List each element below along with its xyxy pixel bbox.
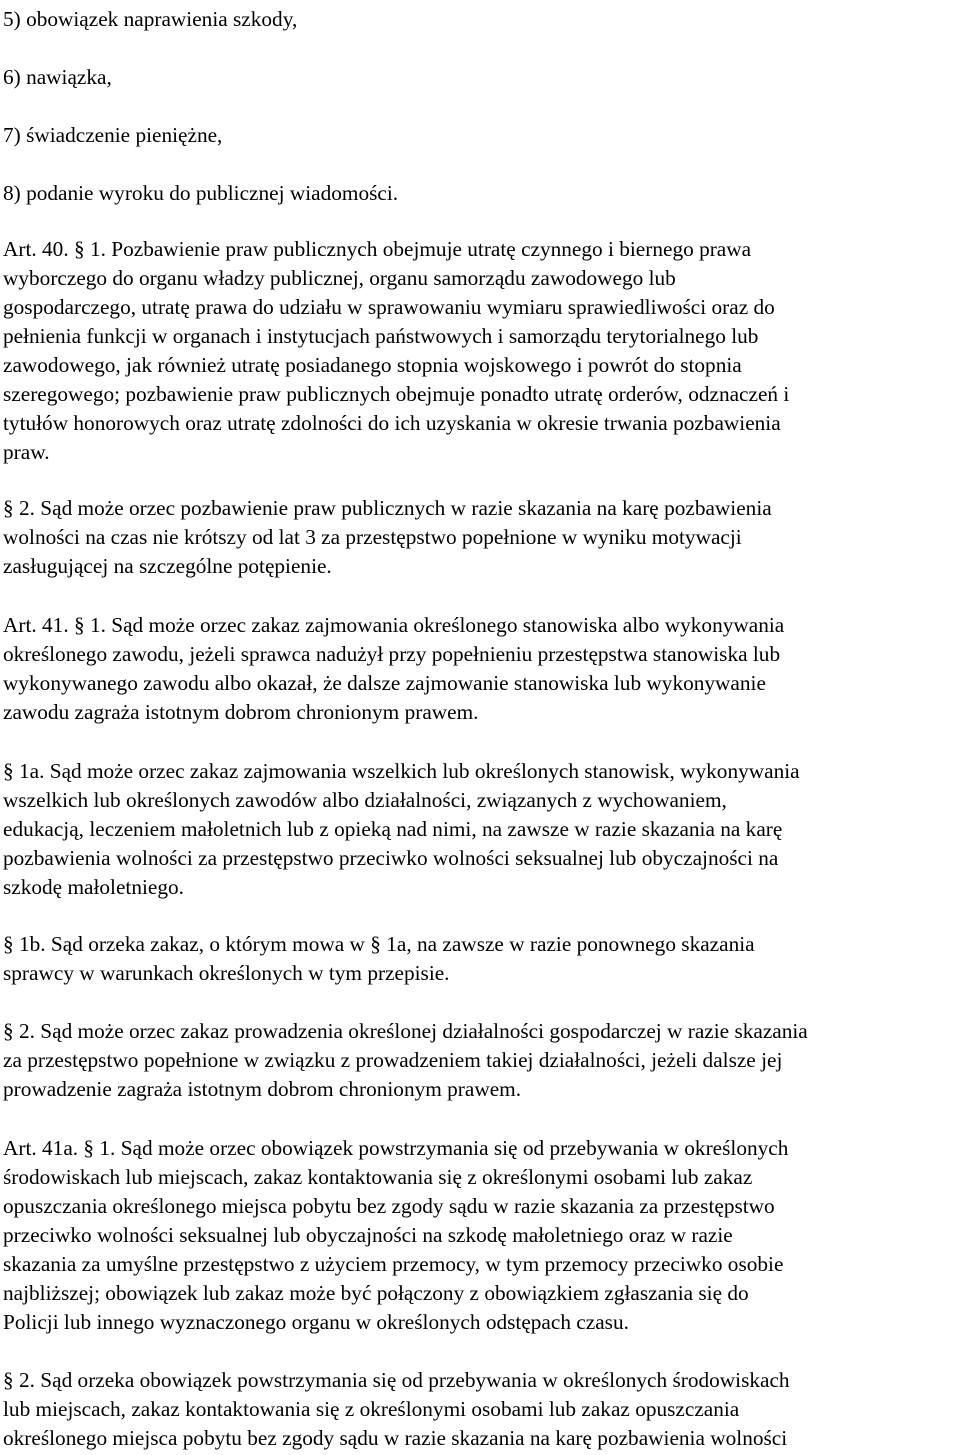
- list-item: 5) obowiązek naprawienia szkody,: [3, 7, 298, 31]
- list-item: 8) podanie wyroku do publicznej wiadomości.: [3, 181, 399, 205]
- article-41-section-1a: § 1a. Sąd może orzec zakaz zajmowania wszelkich lub określonych stanowisk, wykonywania wszelkich lub określonych zawodów albo działalności, związanych z wychowaniem, edukacją, leczeniem małoletnich lub z opieką nad nimi, na zawsze w razie skazania na karę pozbawienia wolności za przestępstwo przeciwko wolności seksualnej lub obyczajności na szkodę małoletniego.: [3, 759, 800, 899]
- article-41a-section-2: § 2. Sąd orzeka obowiązek powstrzymania się od przebywania w określonych środowiskach lub miejscach, zakaz kontaktowania się z określonymi osobami lub zakaz opuszczania określonego miejsca pobytu bez zgody sądu w razie skazania na karę pozbawienia wolności: [3, 1368, 790, 1450]
- article-40-section-1: Art. 40. § 1. Pozbawienie praw publicznych obejmuje utratę czynnego i biernego prawa wyborczego do organu władzy publicznej, organu samorządu zawodowego lub gospodarczego, utratę prawa do udziału w sprawowaniu wymiaru sprawiedliwości oraz do pełnienia funkcji w organach i instytucjach państwowych i samorządu terytorialnego lub zawodowego, jak również utratę posiadanego stopnia wojskowego i powrót do stopnia szeregowego; pozbawienie praw publicznych obejmuje ponadto utratę orderów, odznaczeń i tytułów honorowych oraz utratę zdolności do ich uzyskania w okresie trwania pozbawienia praw.: [3, 237, 790, 464]
- list-item: 6) nawiązka,: [3, 65, 112, 89]
- article-41-section-1: Art. 41. § 1. Sąd może orzec zakaz zajmowania określonego stanowiska albo wykonywania określonego zawodu, jeżeli sprawca nadużył przy popełnieniu przestępstwa stanowiska lub wykonywanego zawodu albo okazał, że dalsze zajmowanie stanowiska lub wykonywanie zawodu zagraża istotnym dobrom chronionym prawem.: [3, 613, 785, 724]
- article-41a-section-1: Art. 41a. § 1. Sąd może orzec obowiązek powstrzymania się od przebywania w określonych środowiskach lub miejscach, zakaz kontaktowania się z określonymi osobami lub zakaz opuszczania określonego miejsca pobytu bez zgody sądu w razie skazania za przestępstwo przeciwko wolności seksualnej lub obyczajności na szkodę małoletniego oraz w razie skazania za umyślne przestępstwo z użyciem przemocy, w tym przemocy przeciwko osobie najbliższej; obowiązek lub zakaz może być połączony z obowiązkiem zgłaszania się do Policji lub innego wyznaczonego organu w określonych odstępach czasu.: [3, 1136, 789, 1334]
- list-item: 7) świadczenie pieniężne,: [3, 123, 223, 147]
- article-41-section-1b: § 1b. Sąd orzeka zakaz, o którym mowa w § 1a, na zawsze w razie ponownego skazania sprawcy w warunkach określonych w tym przepisie.: [3, 932, 755, 985]
- article-40-section-2: § 2. Sąd może orzec pozbawienie praw publicznych w razie skazania na karę pozbawienia wolności na czas nie krótszy od lat 3 za przestępstwo popełnione w wyniku motywacji zasługującej na szczególne potępienie.: [3, 496, 772, 578]
- article-41-section-2: § 2. Sąd może orzec zakaz prowadzenia określonej działalności gospodarczej w razie skazania za przestępstwo popełnione w związku z prowadzeniem takiej działalności, jeżeli dalsze jej prowadzenie zagraża istotnym dobrom chronionym prawem.: [3, 1019, 808, 1101]
